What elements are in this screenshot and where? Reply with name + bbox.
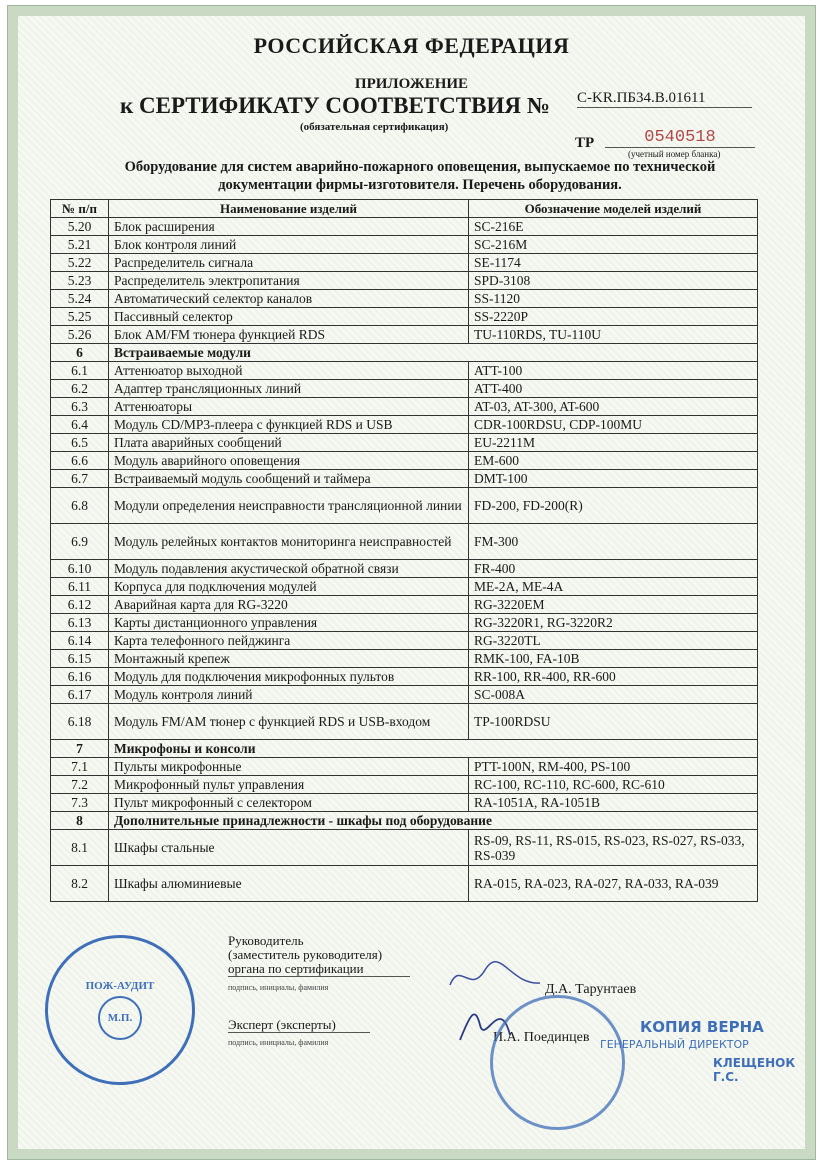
table-row (51, 632, 758, 650)
item-model: SS-1120 (469, 290, 758, 308)
table-row (51, 254, 758, 272)
item-model: RA-015, RA-023, RA-027, RA-033, RA-039 (469, 866, 758, 902)
col-header-name: Наименование изделий (109, 200, 469, 218)
item-model: AT-03, AT-300, AT-600 (469, 398, 758, 416)
table-row (51, 470, 758, 488)
item-name: Пассивный селектор (109, 308, 469, 326)
table-row (51, 488, 758, 524)
item-model: ME-2A, ME-4A (469, 578, 758, 596)
row-number: 6.2 (51, 380, 109, 398)
head-label-line-1: Руководитель (228, 933, 304, 948)
item-model: TP-100RDSU (469, 704, 758, 740)
item-model: SC-216E (469, 218, 758, 236)
item-model: FR-400 (469, 560, 758, 578)
blank-number: 0540518 (605, 128, 755, 148)
table-row (51, 380, 758, 398)
table-row (51, 362, 758, 380)
row-number: 7.1 (51, 758, 109, 776)
row-number: 8 (51, 812, 109, 830)
row-number: 6.14 (51, 632, 109, 650)
item-name: Адаптер трансляционных линий (109, 380, 469, 398)
certification-type: (обязательная сертификация) (300, 121, 449, 133)
item-name: Модуль подавления акустической обратной связи (109, 560, 469, 578)
row-number: 6.16 (51, 668, 109, 686)
head-name: Д.А. Тарунтаев (545, 982, 637, 997)
item-name: Блок расширения (109, 218, 469, 236)
item-name: Распределитель электропитания (109, 272, 469, 290)
item-name: Аттенюаторы (109, 398, 469, 416)
row-number: 5.24 (51, 290, 109, 308)
stamp-ring-text: ПОЖ-АУДИТ (85, 980, 155, 992)
row-number: 6 (51, 344, 109, 362)
table-row (51, 776, 758, 794)
item-name: Аварийная карта для RG-3220 (109, 596, 469, 614)
expert-name: И.А. Поединцев (493, 1030, 590, 1045)
table-row (51, 560, 758, 578)
table-row (51, 434, 758, 452)
item-name: Пульты микрофонные (109, 758, 469, 776)
item-name: Карты дистанционного управления (109, 614, 469, 632)
table-row (51, 524, 758, 560)
row-number: 6.12 (51, 596, 109, 614)
copy-stamp-name: КЛЕЩЕНОК Г.С. (713, 1056, 796, 1084)
copy-stamp: КОПИЯ ВЕРНА (640, 1018, 764, 1036)
item-model: FD-200, FD-200(R) (469, 488, 758, 524)
item-name: Шкафы стальные (109, 830, 469, 866)
row-number: 6.6 (51, 452, 109, 470)
item-model: SS-2220P (469, 308, 758, 326)
item-name: Модуль для подключения микрофонных пультов (109, 668, 469, 686)
col-header-number: № п/п (51, 200, 109, 218)
item-model: SC-008A (469, 686, 758, 704)
company-stamp (490, 995, 625, 1130)
table-row (51, 398, 758, 416)
row-number: 6.1 (51, 362, 109, 380)
item-name: Распределитель сигнала (109, 254, 469, 272)
table-row (51, 866, 758, 902)
item-model: SPD-3108 (469, 272, 758, 290)
item-name: Блок AM/FM тюнера функцией RDS (109, 326, 469, 344)
section-title: Встраиваемые модули (109, 344, 758, 362)
row-number: 8.1 (51, 830, 109, 866)
item-name: Встраиваемый модуль сообщений и таймера (109, 470, 469, 488)
table-row (51, 668, 758, 686)
item-model: SC-216M (469, 236, 758, 254)
item-model: ATT-400 (469, 380, 758, 398)
row-number: 5.23 (51, 272, 109, 290)
table-row (51, 614, 758, 632)
organization-stamp (45, 935, 195, 1085)
item-name: Модуль аварийного оповещения (109, 452, 469, 470)
item-model: RG-3220EM (469, 596, 758, 614)
row-number: 7.2 (51, 776, 109, 794)
head-label (228, 934, 410, 995)
row-number: 5.26 (51, 326, 109, 344)
row-number: 6.13 (51, 614, 109, 632)
certificate-title: к СЕРТИФИКАТУ СООТВЕТСТВИЯ № (120, 93, 550, 118)
item-name: Микрофонный пульт управления (109, 776, 469, 794)
section-title: Дополнительные принадлежности - шкафы под оборудование (109, 812, 758, 830)
row-number: 6.9 (51, 524, 109, 560)
row-number: 6.11 (51, 578, 109, 596)
item-model: SE-1174 (469, 254, 758, 272)
item-model: EM-600 (469, 452, 758, 470)
row-number: 6.17 (51, 686, 109, 704)
item-model: RR-100, RR-400, RR-600 (469, 668, 758, 686)
table-row (51, 416, 758, 434)
head-label-line-2: (заместитель руководителя) (228, 947, 383, 962)
row-number: 6.18 (51, 704, 109, 740)
item-model: DMT-100 (469, 470, 758, 488)
row-number: 6.10 (51, 560, 109, 578)
copy-stamp-title: ГЕНЕРАЛЬНЫЙ ДИРЕКТОР (600, 1038, 749, 1051)
equipment-table (50, 199, 758, 902)
table-row (51, 290, 758, 308)
item-name: Шкафы алюминиевые (109, 866, 469, 902)
table-row (51, 272, 758, 290)
item-name: Аттенюатор выходной (109, 362, 469, 380)
table-row (51, 650, 758, 668)
item-name: Корпуса для подключения модулей (109, 578, 469, 596)
row-number: 6.7 (51, 470, 109, 488)
section-row (51, 740, 758, 758)
item-model: RA-1051A, RA-1051B (469, 794, 758, 812)
row-number: 6.3 (51, 398, 109, 416)
table-row (51, 236, 758, 254)
section-title: Микрофоны и консоли (109, 740, 758, 758)
table-row (51, 308, 758, 326)
row-number: 6.15 (51, 650, 109, 668)
col-header-model: Обозначение моделей изделий (469, 200, 758, 218)
row-number: 5.22 (51, 254, 109, 272)
item-model: RC-100, RC-110, RC-600, RC-610 (469, 776, 758, 794)
expert-label-block (228, 1018, 370, 1050)
item-name: Модуль CD/MP3-плеера с функцией RDS и USB (109, 416, 469, 434)
item-name: Блок контроля линий (109, 236, 469, 254)
item-model: PTT-100N, RM-400, PS-100 (469, 758, 758, 776)
item-model: FM-300 (469, 524, 758, 560)
table-row (51, 578, 758, 596)
row-number: 6.5 (51, 434, 109, 452)
item-name: Пульт микрофонный с селектором (109, 794, 469, 812)
section-row (51, 812, 758, 830)
expert-label: Эксперт (эксперты) (228, 1018, 370, 1033)
item-model: EU-2211M (469, 434, 758, 452)
item-name: Модуль FM/AM тюнер с функцией RDS и USB-входом (109, 704, 469, 740)
section-row (51, 344, 758, 362)
item-model: ATT-100 (469, 362, 758, 380)
expert-sig-caption: подпись, инициалы, фамилия (228, 1038, 329, 1047)
item-name: Модули определения неисправности трансляционной линии (109, 488, 469, 524)
head-sig-caption: подпись, инициалы, фамилия (228, 983, 329, 992)
table-row (51, 326, 758, 344)
row-number: 5.20 (51, 218, 109, 236)
tr-label: ТР (575, 135, 595, 151)
row-number: 7.3 (51, 794, 109, 812)
row-number: 8.2 (51, 866, 109, 902)
item-name: Модуль релейных контактов мониторинга неисправностей (109, 524, 469, 560)
certificate-number: C-KR.ПБ34.В.01611 (577, 90, 752, 108)
item-model: RS-09, RS-11, RS-015, RS-023, RS-027, RS-033, RS-039 (469, 830, 758, 866)
item-model: RG-3220R1, RG-3220R2 (469, 614, 758, 632)
item-name: Модуль контроля линий (109, 686, 469, 704)
head-label-line-3: органа по сертификации (228, 962, 410, 977)
item-name: Карта телефонного пейджинга (109, 632, 469, 650)
blank-number-label: (учетный номер бланка) (628, 149, 721, 159)
row-number: 6.4 (51, 416, 109, 434)
item-name: Автоматический селектор каналов (109, 290, 469, 308)
appendix-heading: ПРИЛОЖЕНИЕ (354, 76, 469, 92)
item-model: TU-110RDS, TU-110U (469, 326, 758, 344)
country-heading: РОССИЙСКАЯ ФЕДЕРАЦИЯ (253, 33, 570, 58)
table-row (51, 218, 758, 236)
row-number: 7 (51, 740, 109, 758)
item-name: Монтажный крепеж (109, 650, 469, 668)
table-row (51, 830, 758, 866)
stamp-center-text: М.П. (98, 996, 142, 1040)
row-number: 5.21 (51, 236, 109, 254)
table-row (51, 452, 758, 470)
item-model: CDR-100RDSU, CDP-100MU (469, 416, 758, 434)
row-number: 5.25 (51, 308, 109, 326)
table-row (51, 794, 758, 812)
table-row (51, 686, 758, 704)
row-number: 6.8 (51, 488, 109, 524)
table-row (51, 704, 758, 740)
item-model: RG-3220TL (469, 632, 758, 650)
table-row (51, 596, 758, 614)
item-name: Плата аварийных сообщений (109, 434, 469, 452)
table-row (51, 758, 758, 776)
item-model: RMK-100, FA-10B (469, 650, 758, 668)
intro-text: Оборудование для систем аварийно-пожарного оповещения, выпускаемое по технической документации фирмы-изготовителя. Перечень оборудования. (124, 159, 716, 193)
